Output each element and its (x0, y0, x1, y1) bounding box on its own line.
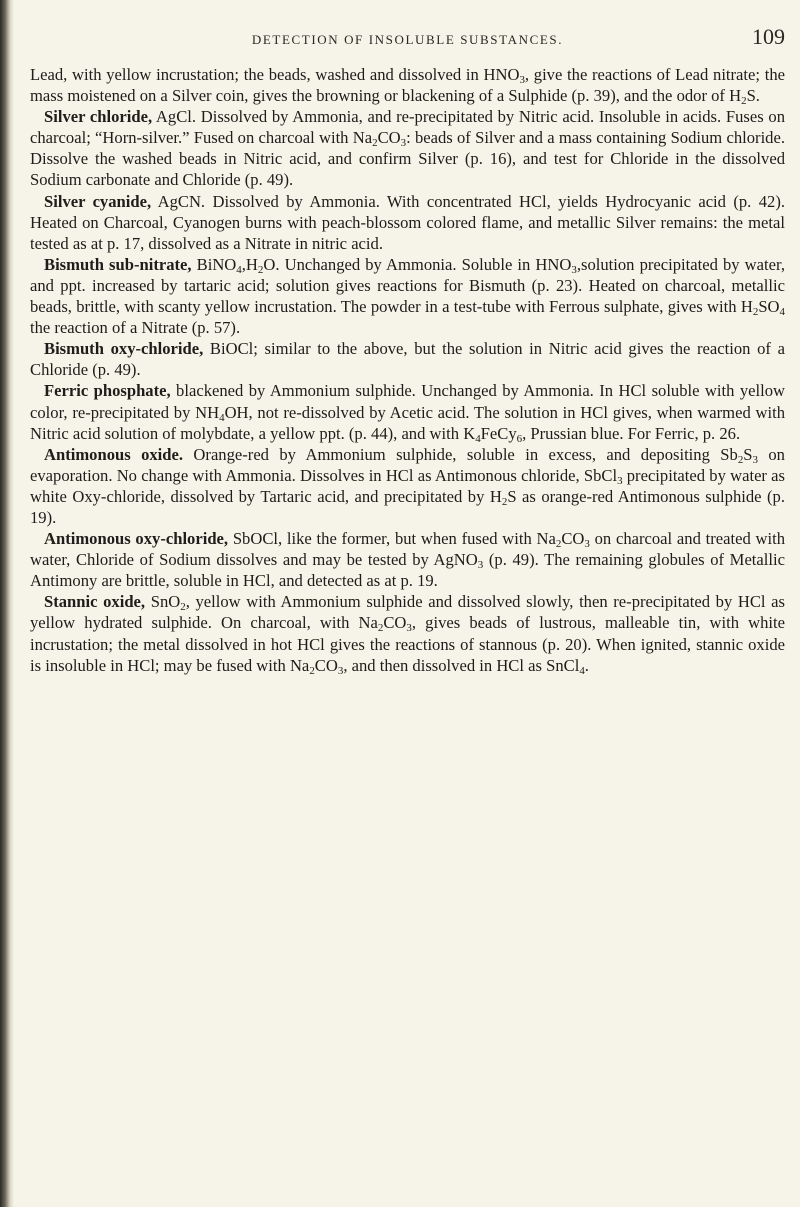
entry-text: . (584, 655, 589, 675)
entry-text: Lead, with yellow incrustation; the beads, washed and dissolved in HNO (30, 65, 520, 84)
formula-subscript: 2 (501, 495, 508, 508)
page-number: 109 (752, 24, 785, 49)
entry-text: , yellow with Ammonium sulphide and dissolved slowly, then re-precipitated by HCl as yellow hydrated sulphide. On charcoal, with Na (30, 592, 785, 633)
entry-text: OH, not re-dissolved by Acetic acid. The solution in HCl gives, when warmed with Nitric acid solution of molybdate, a yellow ppt. (p. 44), and with K (30, 402, 785, 443)
formula-subscript: 4 (779, 306, 785, 319)
entry-text: on evaporation. No change with Ammonia. Dissolves in HCl as Antimonous chloride, SbCl (30, 444, 785, 485)
entry-text: AgCl. Dissolved by Ammonia, and re-precipitated by Nitric acid. Insoluble in acids. Fuses on charcoal; “Horn-silver.” Fused on charcoal with Na (30, 107, 785, 148)
entry-text: ,solution precipitated by water, and ppt. increased by tartaric acid; solution gives reactions for Bismuth (p. 23). Heated on charcoal, metallic beads, brittle, with scanty yellow incrustation. The powder in a test-tube with Ferrous sulphate, gives with H (30, 254, 786, 317)
entry-text: , Prussian blue. For Ferric, p. 26. (522, 423, 741, 443)
entry-text: S (743, 444, 753, 464)
entry-text: AgCN. Dissolved by Ammonia. With concentrated HCl, yields Hydrocyanic acid (p. 42). Heated on Charcoal, Cyanogen burns with peach-blossom colored flame, and metallic Silver remains: the metal tested as at p. 17, dissolved as a Nitrate in nitric acid. (30, 191, 785, 253)
entry-text: SbOCl, like the former, but when fused with Na (228, 529, 556, 549)
entry-text: FeCy (480, 423, 517, 443)
formula-subscript: 4 (236, 263, 242, 276)
formula-subscript: 3 (519, 74, 525, 87)
entry-term: Silver chloride, (44, 107, 153, 127)
formula-subscript: 6 (516, 432, 523, 445)
entry-paragraph (30, 106, 785, 190)
header-title: DETECTION OF INSOLUBLE SUBSTANCES. (251, 32, 564, 47)
entry-paragraph (30, 444, 785, 528)
formula-subscript: 3 (400, 137, 407, 150)
formula-subscript: 2 (309, 664, 315, 677)
formula-subscript: 2 (737, 453, 744, 466)
entry-text: precipitated by water as white Oxy-chloride, dissolved by Tartaric acid, and precipitated by H (30, 465, 785, 506)
entry-text: , gives beads of lustrous, malleable tin, with white incrustation; the metal dissolved in hot HCl gives the reactions of stannous (p. 20). When ignited, stannic oxide is insoluble in HCl; may be fused with Na (30, 613, 785, 675)
entry-text: CO (377, 128, 401, 148)
formula-subscript: 2 (555, 538, 562, 551)
entry-text: CO (314, 655, 338, 675)
formula-subscript: 2 (741, 95, 747, 108)
entry-term: Stannic oxide, (44, 592, 146, 612)
entry-paragraph (30, 591, 785, 675)
formula-subscript: 2 (180, 601, 186, 614)
entry-text: the reaction of a Nitrate (p. 57). (30, 318, 241, 338)
formula-subscript: 3 (571, 263, 577, 276)
entry-paragraph (30, 338, 785, 380)
entry-text: S as orange-red Antimonous sulphide (p. 19). (30, 486, 785, 527)
formula-subscript: 2 (372, 137, 378, 150)
entry-text: blackened by Ammonium sulphide. Unchanged by Ammonia. In HCl soluble with yellow color, re-precipitated by NH (30, 381, 785, 422)
formula-subscript: 2 (257, 263, 264, 276)
entry-paragraph (30, 380, 785, 443)
formula-subscript: 3 (584, 538, 590, 551)
entry-term: Bismuth oxy-chloride, (44, 339, 204, 359)
formula-subscript: 2 (377, 622, 384, 635)
page-body-text (30, 64, 785, 676)
book-page (30, 18, 785, 676)
entry-paragraph (30, 64, 785, 106)
entry-term: Antimonous oxy-chloride, (44, 529, 229, 549)
entry-text: SnO (145, 592, 181, 612)
formula-subscript: 3 (752, 453, 758, 466)
entry-term: Ferric phosphate, (44, 381, 171, 401)
entry-text: , give the reactions of Lead nitrate; the mass moistened on a Silver coin, gives the browning or blackening of a Sulphide (p. 39), and the odor of H (30, 65, 785, 106)
entry-text: BiNO (191, 254, 237, 274)
entry-text: CO (561, 529, 585, 549)
entry-text: S. (746, 86, 760, 106)
entry-text: Orange-red by Ammonium sulphide, soluble in excess, and depositing Sb (183, 444, 738, 464)
formula-subscript: 2 (752, 306, 759, 319)
formula-subscript: 4 (475, 432, 481, 445)
entry-text: SO (758, 297, 780, 317)
entry-text: O. Unchanged by Ammonia. Soluble in HNO (263, 254, 572, 274)
entry-term: Antimonous oxide. (44, 444, 184, 464)
entry-paragraph (30, 528, 785, 591)
entry-text: ,H (241, 254, 258, 274)
entry-text: BiOCl; similar to the above, but the solution in Nitric acid gives the reaction of a Chloride (p. 49). (30, 339, 785, 380)
entry-term: Bismuth sub-nitrate, (44, 254, 192, 274)
entry-paragraph (30, 191, 785, 254)
formula-subscript: 3 (337, 664, 344, 677)
entry-term: Silver cyanide, (44, 191, 152, 211)
formula-subscript: 4 (579, 664, 585, 677)
running-header (30, 18, 785, 54)
entry-paragraph (30, 254, 785, 338)
page-binding-edge (0, 0, 14, 1207)
formula-subscript: 3 (406, 622, 412, 635)
entry-text: : beads of Silver and a mass containing Sodium chloride. Dissolve the washed beads in Nitric acid, and confirm Silver (p. 16), and test for Chloride in the dissolved Sodium carbonate and Chloride (p. 49). (30, 128, 785, 190)
formula-subscript: 4 (219, 411, 225, 424)
entry-text: (p. 49). The remaining globules of Metallic Antimony are brittle, soluble in HCl, and detected as at p. 19. (30, 550, 785, 591)
formula-subscript: 3 (477, 559, 484, 572)
entry-text: CO (383, 613, 407, 633)
entry-text: on charcoal and treated with water, Chloride of Sodium dissolves and may be tested by AgNO (30, 529, 785, 570)
formula-subscript: 3 (617, 474, 623, 487)
entry-text: , and then dissolved in HCl as SnCl (343, 655, 580, 675)
